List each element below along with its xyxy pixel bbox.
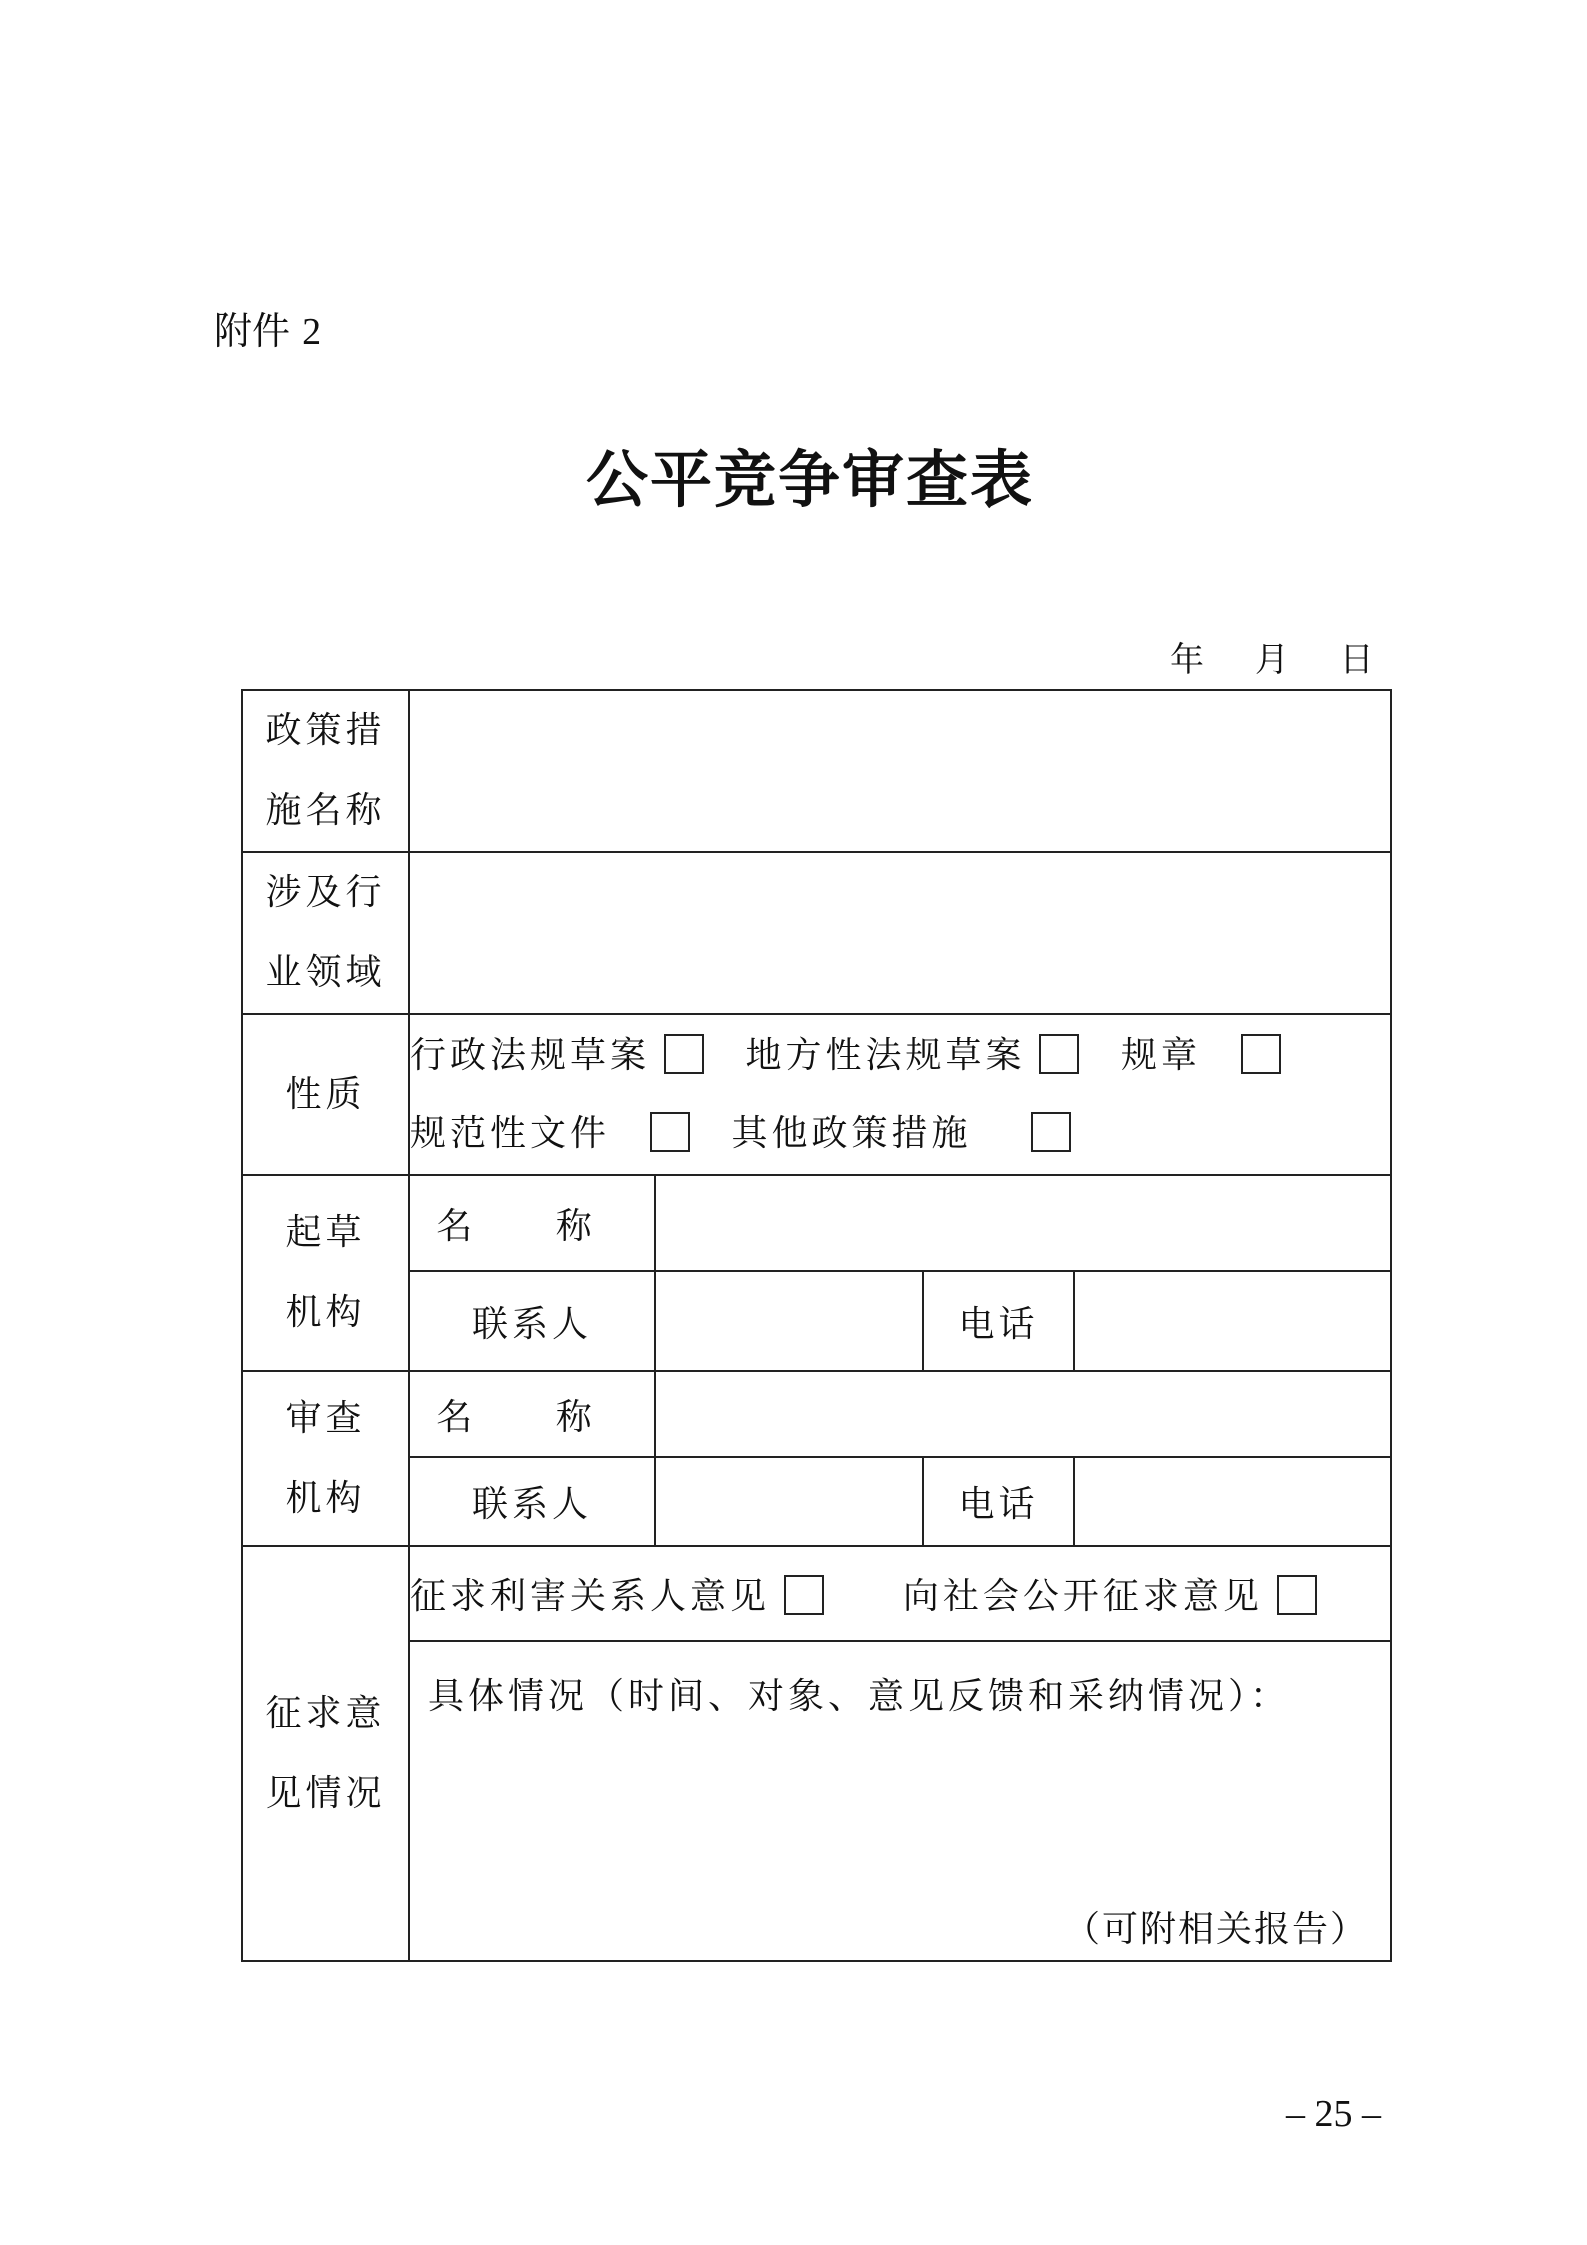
attachment-number: 2 — [302, 311, 322, 353]
review-contact-label: 联系人 — [409, 1457, 655, 1546]
nature-option-other-policy: 其他政策措施 — [731, 1095, 1071, 1173]
date-year: 年 — [1170, 640, 1204, 680]
review-name-field[interactable] — [655, 1371, 1391, 1457]
review-name-label: 名 称 — [409, 1371, 655, 1457]
opinion-label: 征求意 见情况 — [242, 1546, 409, 1961]
opinion-options — [409, 1546, 1391, 1641]
review-phone-field[interactable] — [1074, 1457, 1391, 1546]
date-day: 日 — [1339, 640, 1374, 680]
nature-option-local-regulation: 地方性法规草案 — [745, 1017, 1079, 1095]
attachment-prefix: 附件 — [214, 309, 291, 353]
review-form-table — [241, 689, 1392, 1962]
drafting-name-field[interactable] — [655, 1175, 1391, 1271]
date-line — [1170, 632, 1374, 681]
review-contact-field[interactable] — [655, 1457, 923, 1546]
opinion-detail-field[interactable] — [409, 1641, 1391, 1961]
date-month: 月 — [1254, 640, 1289, 680]
checkbox-other-policy[interactable] — [1031, 1112, 1071, 1152]
opinion-detail-prompt: 具体情况（时间、对象、意见反馈和采纳情况）： — [428, 1676, 1291, 1717]
checkbox-stakeholders[interactable] — [784, 1575, 824, 1615]
nature-label: 性质 — [242, 1014, 409, 1175]
opinion-option-public: 向社会公开征求意见 — [902, 1576, 1263, 1617]
nature-options-row-1 — [410, 1017, 1390, 1095]
opinion-detail-note: （可附相关报告） — [1063, 1909, 1368, 1950]
checkbox-local-regulation[interactable] — [1039, 1034, 1079, 1074]
checkbox-rules[interactable] — [1241, 1034, 1281, 1074]
checkbox-public[interactable] — [1277, 1575, 1317, 1615]
nature-options — [409, 1014, 1391, 1175]
policy-name-field[interactable] — [409, 690, 1391, 852]
nature-option-admin-regulation: 行政法规草案 — [410, 1017, 704, 1095]
drafting-phone-field[interactable] — [1074, 1271, 1391, 1371]
nature-options-row-2 — [410, 1095, 1390, 1173]
drafting-org-label: 起草 机构 — [242, 1175, 409, 1371]
page-number: – 25 – — [1286, 2093, 1381, 2135]
nature-option-normative-document: 规范性文件 — [410, 1095, 690, 1173]
drafting-name-label: 名 称 — [409, 1175, 655, 1271]
attachment-label — [214, 300, 321, 355]
industry-field[interactable] — [409, 852, 1391, 1014]
policy-name-label: 政策措 施名称 — [242, 690, 409, 852]
page-title: 公平竞争审查表 — [585, 443, 1034, 516]
drafting-contact-field[interactable] — [655, 1271, 923, 1371]
checkbox-normative-document[interactable] — [650, 1112, 690, 1152]
review-org-label: 审查 机构 — [242, 1371, 409, 1546]
industry-label: 涉及行 业领域 — [242, 852, 409, 1014]
checkbox-admin-regulation[interactable] — [664, 1034, 704, 1074]
review-phone-label: 电话 — [923, 1457, 1074, 1546]
nature-option-rules: 规章 — [1121, 1017, 1281, 1095]
drafting-phone-label: 电话 — [923, 1271, 1074, 1371]
drafting-contact-label: 联系人 — [409, 1271, 655, 1371]
opinion-option-stakeholders: 征求利害关系人意见 — [410, 1576, 771, 1617]
